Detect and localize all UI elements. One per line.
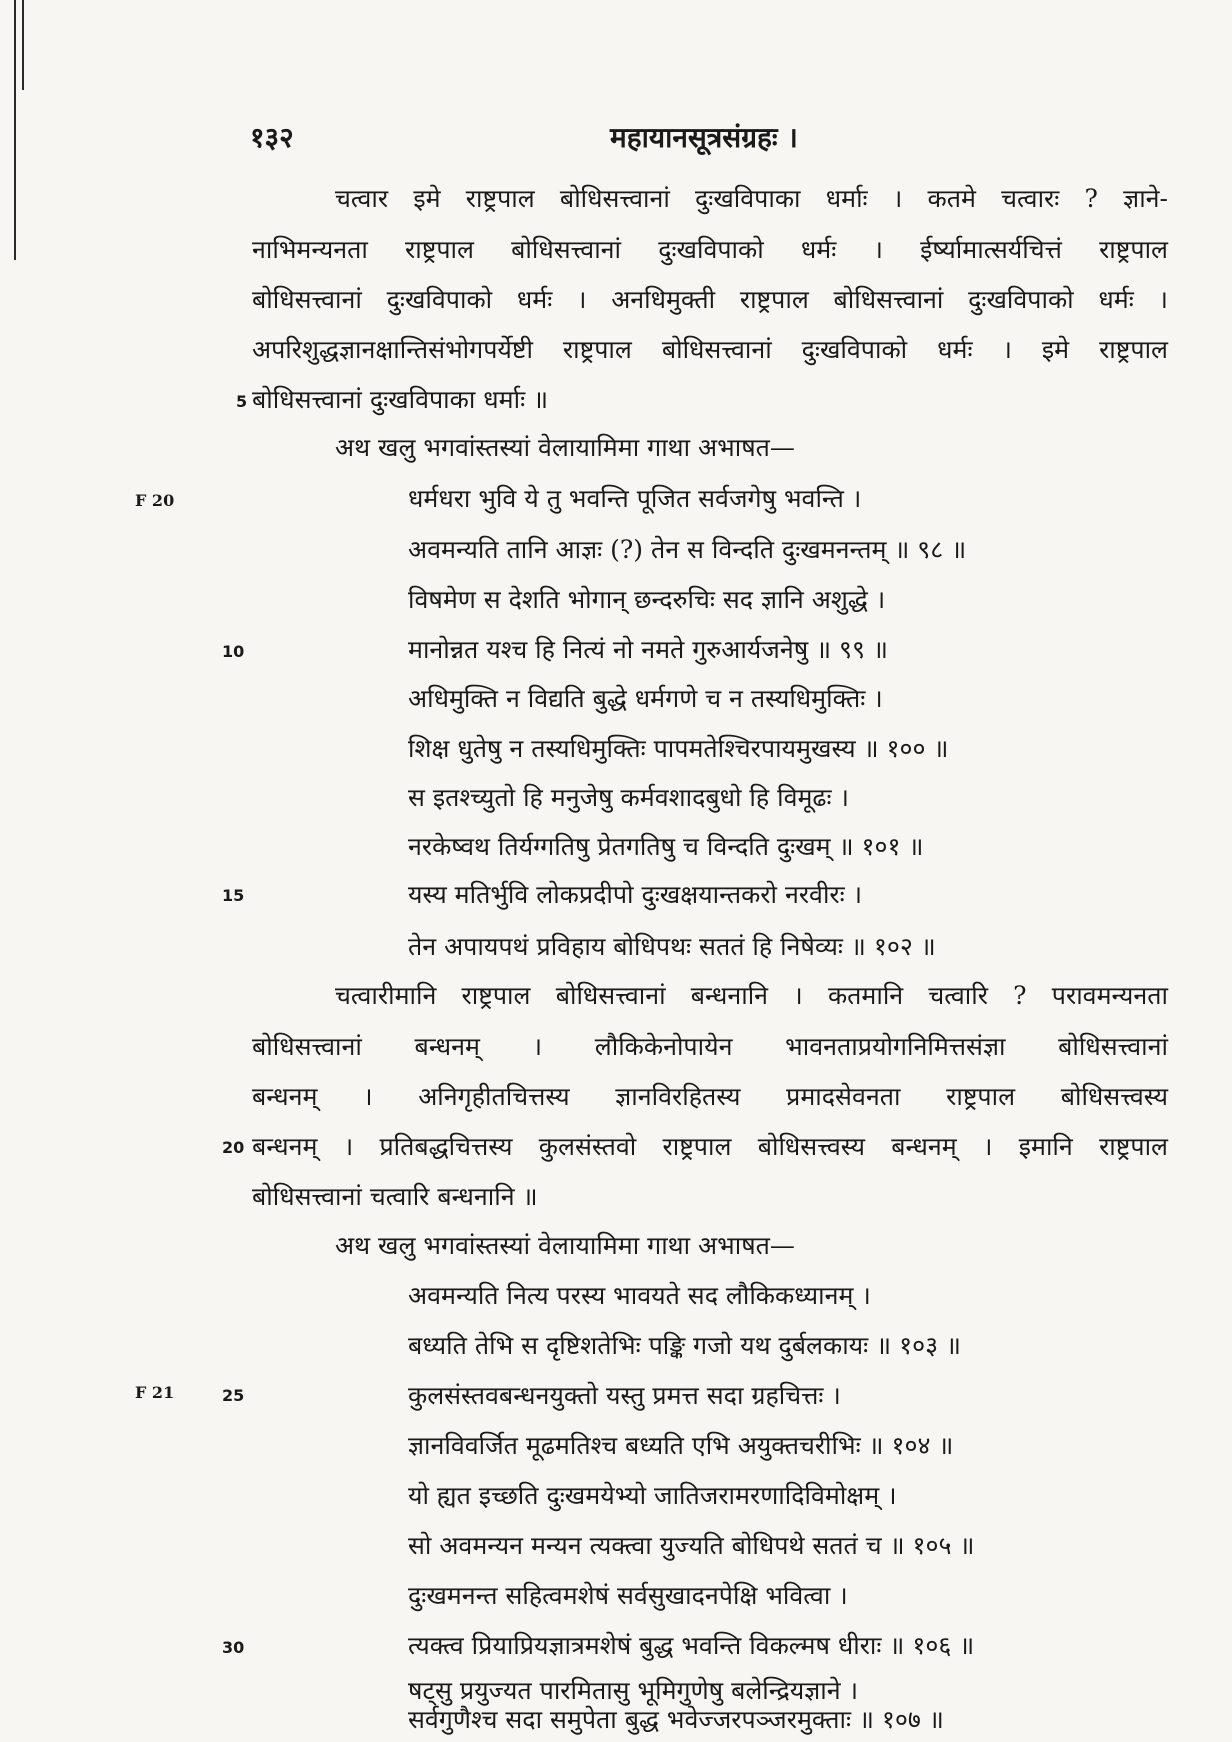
line-number: 10 bbox=[222, 642, 245, 661]
verse-line: तेन अपायपथं प्रविहाय बोधिपथः सततं हि निषेव्यः ॥ १०२ ॥ bbox=[408, 932, 936, 961]
text-line: अथ खलु भगवांस्तस्यां वेलायामिमा गाथा अभाषत— bbox=[335, 433, 795, 462]
page-header bbox=[250, 118, 1170, 158]
line-number: 5 bbox=[236, 392, 248, 411]
verse-line: ज्ञानविवर्जित मूढमतिश्च बध्यति एभि अयुक्तचरीभिः ॥ १०४ ॥ bbox=[408, 1431, 954, 1460]
text-line: बोधिसत्त्वानां चत्वारि बन्धनानि ॥ bbox=[252, 1182, 538, 1211]
folio-reference: F 21 bbox=[135, 1383, 175, 1402]
verse-line: शिक्ष धुतेषु न तस्यधिमुक्तिः पापमतेश्चिरपायमुखस्य ॥ १०० ॥ bbox=[408, 734, 949, 763]
text-line: बोधिसत्त्वानां दुःखविपाका धर्माः ॥ bbox=[252, 385, 549, 414]
line-number: 20 bbox=[222, 1138, 245, 1157]
text-line: बन्धनम् । प्रतिबद्धचित्तस्य कुलसंस्तवो राष्ट्रपाल बोधिसत्त्वस्य बन्धनम् । इमानि राष्ट्रपाल bbox=[252, 1132, 1168, 1161]
verse-line: अवमन्यति नित्य परस्य भावयते सद लौकिकध्यानम् । bbox=[408, 1281, 871, 1310]
text-line: बोधिसत्त्वानां दुःखविपाको धर्मः । अनधिमुक्ती राष्ट्रपाल बोधिसत्त्वानां दुःखविपाको धर्मः । bbox=[252, 285, 1168, 314]
text-line: चत्वार इमे राष्ट्रपाल बोधिसत्त्वानां दुःखविपाका धर्माः । कतमे चत्वारः ? ज्ञाने- bbox=[335, 184, 1168, 213]
text-line: बन्धनम् । अनिगृहीतचित्तस्य ज्ञानविरहितस्य प्रमादसेवनता राष्ट्रपाल बोधिसत्त्वस्य bbox=[252, 1082, 1168, 1111]
text-line: नाभिमन्यनता राष्ट्रपाल बोधिसत्त्वानां दुःखविपाको धर्मः । ईर्ष्यामात्सर्यचित्तं राष्ट्रपाल bbox=[252, 235, 1168, 264]
verse-line: सर्वगुणैश्च सदा समुपेता बुद्ध भवेज्जरपञ्जरमुक्ताः ॥ १०७ ॥ bbox=[408, 1705, 944, 1734]
line-number: 25 bbox=[222, 1386, 245, 1405]
verse-line: त्यक्त्व प्रियाप्रियज्ञात्रमशेषं बुद्ध भवन्ति विकल्मष धीराः ॥ १०६ ॥ bbox=[408, 1631, 975, 1660]
text-line: अथ खलु भगवांस्तस्यां वेलायामिमा गाथा अभाषत— bbox=[335, 1231, 795, 1260]
text-line: बोधिसत्त्वानां बन्धनम् । लौकिकेनोपायेन भावनताप्रयोगनिमित्तसंज्ञा बोधिसत्त्वानां bbox=[252, 1032, 1168, 1061]
line-number: 30 bbox=[222, 1638, 245, 1657]
verse-line: धर्मधरा भुवि ये तु भवन्ति पूजित सर्वजगेषु भवन्ति । bbox=[408, 484, 862, 513]
page-number: १३२ bbox=[250, 121, 294, 154]
verse-line: अधिमुक्ति न विद्यति बुद्धे धर्मगणे च न तस्यधिमुक्तिः । bbox=[408, 684, 883, 713]
verse-line: विषमेण स देशति भोगान् छन्दरुचिः सद ज्ञानि अशुद्धे । bbox=[408, 585, 886, 614]
binding-edge-line bbox=[22, 0, 24, 90]
verse-line: बध्यति तेभि स दृष्टिशतेभिः पङ्कि गजो यथ दुर्बलकायः ॥ १०३ ॥ bbox=[408, 1331, 962, 1360]
verse-line: यस्य मतिर्भुवि लोकप्रदीपो दुःखक्षयान्तकरो नरवीरः । bbox=[408, 880, 863, 909]
verse-line: नरकेष्वथ तिर्यग्गतिषु प्रेतगतिषु च विन्दति दुःखम् ॥ १०१ ॥ bbox=[408, 832, 924, 861]
verse-line: कुलसंस्तवबन्धनयुक्तो यस्तु प्रमत्त सदा ग्रहचित्तः । bbox=[408, 1381, 841, 1410]
verse-line: स इतश्च्युतो हि मनुजेषु कर्मवशादबुधो हि विमूढः । bbox=[408, 783, 849, 812]
binding-edge-line bbox=[14, 0, 16, 260]
running-title: महायानसूत्रसंग्रहः । bbox=[610, 121, 798, 154]
verse-line: मानोन्नत यश्च हि नित्यं नो नमते गुरुआर्यजनेषु ॥ ९९ ॥ bbox=[408, 635, 888, 664]
verse-line: अवमन्यति तानि आज्ञः (?) तेन स विन्दति दुःखमनन्तम् ॥ ९८ ॥ bbox=[408, 535, 967, 564]
verse-line: षट्सु प्रयुज्यत पारमितासु भूमिगुणेषु बलेन्द्रियज्ञाने । bbox=[408, 1676, 859, 1705]
text-line: अपरिशुद्धज्ञानक्षान्तिसंभोगपर्येष्टी राष्ट्रपाल बोधिसत्त्वानां दुःखविपाको धर्मः । इमे राष्ट्रपाल bbox=[252, 335, 1168, 364]
verse-line: यो ह्यत इच्छति दुःखमयेभ्यो जातिजरामरणादिविमोक्षम् । bbox=[408, 1481, 897, 1510]
text-line: चत्वारीमानि राष्ट्रपाल बोधिसत्त्वानां बन्धनानि । कतमानि चत्वारि ? परावमन्यनता bbox=[335, 981, 1168, 1010]
verse-line: दुःखमनन्त सहित्वमशेषं सर्वसुखादनपेक्षि भवित्वा । bbox=[408, 1581, 848, 1610]
folio-reference: F 20 bbox=[135, 491, 175, 510]
verse-line: सो अवमन्यन मन्यन त्यक्त्वा युज्यति बोधिपथे सततं च ॥ १०५ ॥ bbox=[408, 1531, 975, 1560]
line-number: 15 bbox=[222, 886, 245, 905]
